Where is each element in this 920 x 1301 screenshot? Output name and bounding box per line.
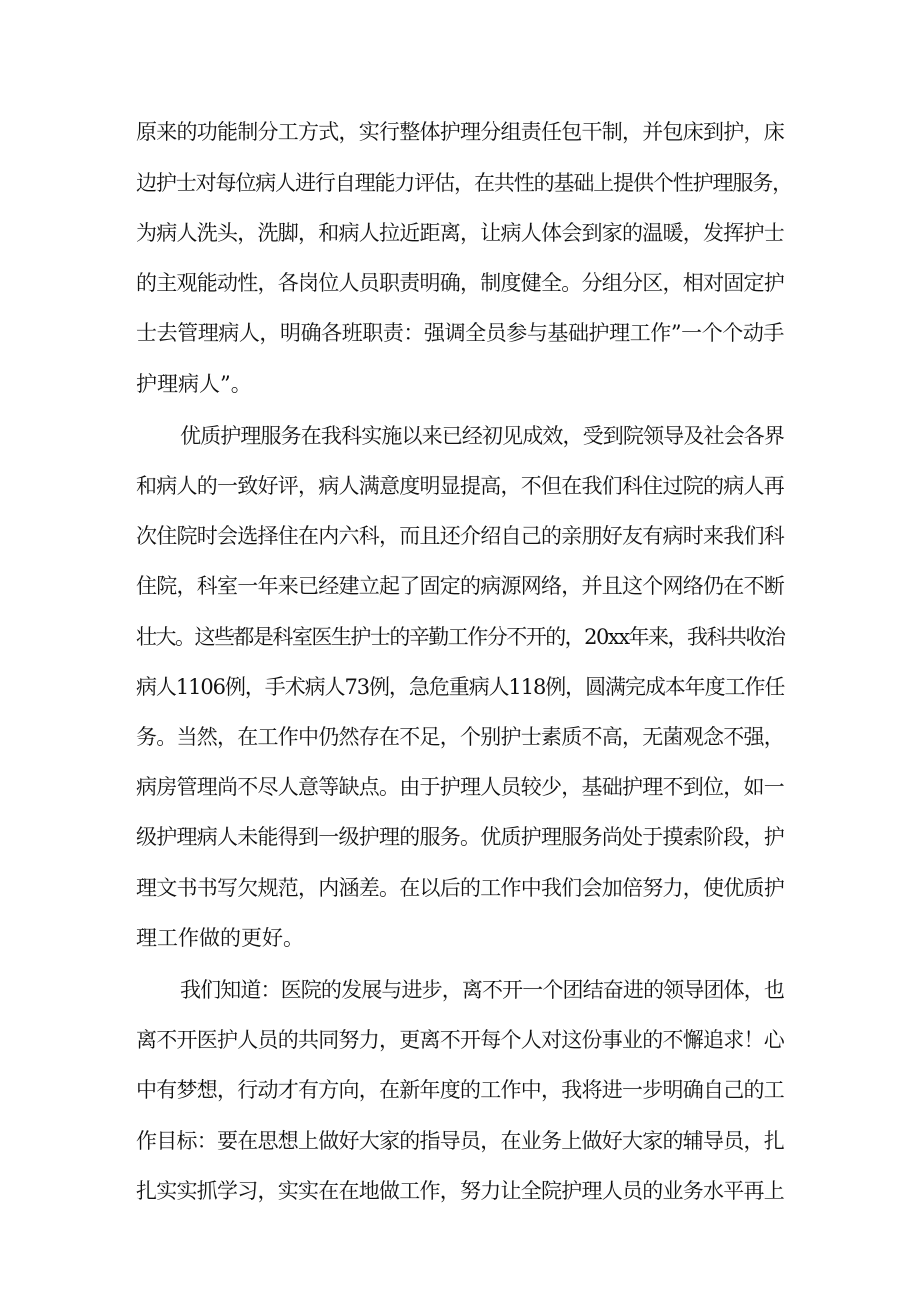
paragraph-line: 级护理病人未能得到一级护理的服务。优质护理服务尚处于摸索阶段，护 <box>136 825 784 849</box>
paragraph-line: 优质护理服务在我科实施以来已经初见成效，受到院领导及社会各界 <box>180 424 784 448</box>
paragraph-line: 作目标：要在思想上做好大家的指导员，在业务上做好大家的辅导员，扎 <box>136 1129 784 1153</box>
paragraph-line: 病人1106例，手术病人73例，急危重病人118例，圆满完成本年度工作任 <box>136 675 785 699</box>
paragraph-line: 为病人洗头，洗脚，和病人拉近距离，让病人体会到家的温暖，发挥护士 <box>136 221 784 245</box>
paragraph-line: 士去管理病人，明确各班职责：强调全员参与基础护理工作”一个个动手 <box>136 321 784 345</box>
paragraph-line: 原来的功能制分工方式，实行整体护理分组责任包干制，并包床到护，床 <box>136 120 784 144</box>
paragraph-line: 边护士对每位病人进行自理能力评估，在共性的基础上提供个性护理服务， <box>136 171 792 195</box>
paragraph-line: 壮大。这些都是科室医生护士的辛勤工作分不开的，20xx年来，我科共收治 <box>136 625 785 649</box>
paragraph-line: 住院，科室一年来已经建立起了固定的病源网络，并且这个网络仍在不断 <box>136 574 784 598</box>
paragraph-line: 的主观能动性，各岗位人员职责明确，制度健全。分组分区，相对固定护 <box>136 271 784 295</box>
paragraph-line: 理工作做的更好。 <box>136 926 304 950</box>
paragraph-line: 扎实实抓学习，实实在在地做工作，努力让全院护理人员的业务水平再上 <box>136 1179 784 1203</box>
paragraph-line: 我们知道：医院的发展与进步，离不开一个团结奋进的领导团体，也 <box>180 978 784 1002</box>
paragraph-line: 中有梦想，行动才有方向，在新年度的工作中，我将进一步明确自己的工 <box>136 1078 784 1102</box>
paragraph-line: 和病人的一致好评，病人满意度明显提高，不但在我们科住过院的病人再 <box>136 474 784 498</box>
paragraph-line: 离不开医护人员的共同努力，更离不开每个人对这份事业的不懈追求！心 <box>136 1028 784 1052</box>
paragraph-line: 护理病人”。 <box>136 372 252 396</box>
paragraph-line: 次住院时会选择住在内六科，而且还介绍自己的亲朋好友有病时来我们科 <box>136 524 784 548</box>
paragraph-line: 病房管理尚不尽人意等缺点。由于护理人员较少，基础护理不到位，如一 <box>136 775 784 799</box>
paragraph-line: 理文书书写欠规范，内涵差。在以后的工作中我们会加倍努力，使优质护 <box>136 876 784 900</box>
paragraph-line: 务。当然，在工作中仍然存在不足，个别护士素质不高，无菌观念不强， <box>136 725 784 749</box>
